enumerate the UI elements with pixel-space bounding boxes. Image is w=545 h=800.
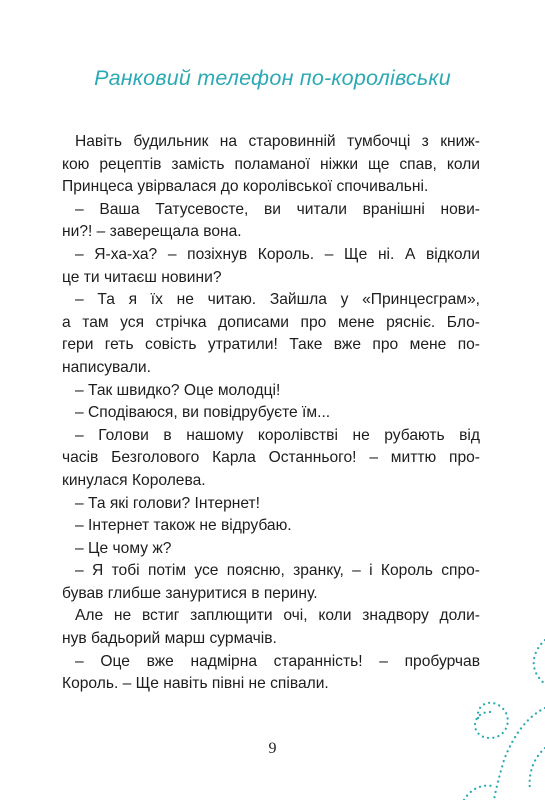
text-line: – Та які голови? Інтернет! <box>75 494 261 512</box>
text-line: часів Безголового Карла Останнього! – миттю про- <box>62 449 480 467</box>
text-line: кинулася Королева. <box>62 471 206 489</box>
text-line: – Це чому ж? <box>75 539 172 557</box>
text-line: це ти читаєш новини? <box>62 268 222 286</box>
text-line: – Сподіваюся, ви повідрубуєте їм... <box>75 404 331 422</box>
text-line: – Та я їх не читаю. Зайшла у «Принцесграм», <box>75 291 480 309</box>
text-line: – Оце вже надмірна старанність! – пробурчав <box>75 652 480 670</box>
text-line: – Голови в нашому королівстві не рубають від <box>75 426 480 444</box>
text-line: Але не встиг заплющити очі, коли знадвору доли- <box>75 607 480 625</box>
text-line: – Ваша Татусевосте, ви читали вранішні нови- <box>75 200 480 218</box>
text-line: Навіть будильник на старовинній тумбочці з книж- <box>75 133 480 150</box>
text-line: – Так швидко? Оце молодці! <box>75 381 281 399</box>
text-line: ни?! – заверещала вона. <box>62 223 242 241</box>
page-number: 9 <box>268 740 277 757</box>
text-line: а там уся стрічка дописами про мене рясніє. Бло- <box>62 313 480 331</box>
text-line: – Я тобі потім усе поясню, зранку, – і Король спро- <box>75 562 480 580</box>
text-line: Король. – Ще навіть півні не співали. <box>62 675 329 693</box>
text-line: бував глибше зануритися в перину. <box>62 584 318 602</box>
chapter-title: Ранковий телефон по-королівськи <box>94 66 451 90</box>
text-line: Принцеса увірвалася до королівської спочивальні. <box>62 178 429 196</box>
text-line: кою рецептів замість поламаної ніжки ще спав, коли <box>62 155 480 173</box>
body-text <box>62 131 480 696</box>
text-line: гери геть совість утратили! Таке вже про мене по- <box>62 336 480 354</box>
text-line: нув бадьорий марш сурмачів. <box>62 630 277 648</box>
text-line: – Я-ха-ха? – позіхнув Король. – Ще ні. А відколи <box>75 245 480 263</box>
text-line: – Інтернет також не відрубаю. <box>75 517 292 535</box>
text-line: написували. <box>62 358 151 376</box>
